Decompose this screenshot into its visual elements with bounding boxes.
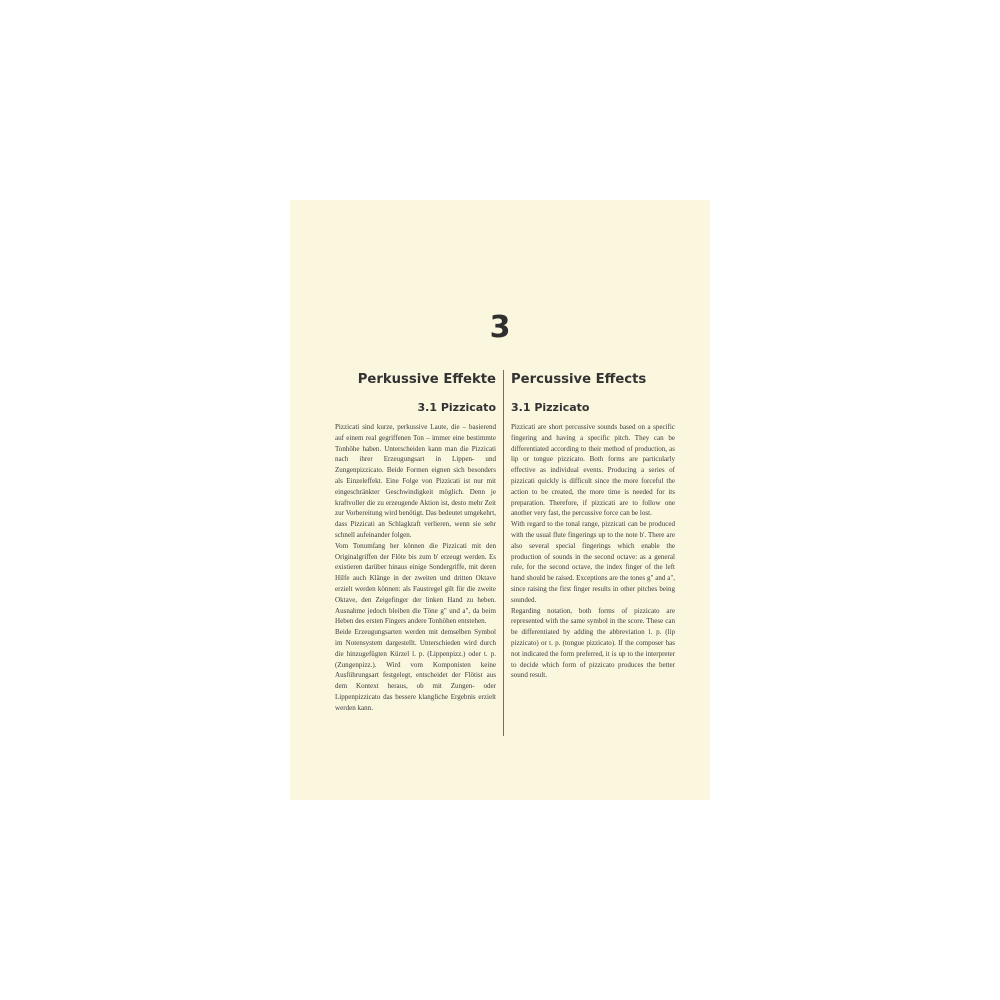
column-divider [503,370,504,736]
chapter-number: 3 [489,310,511,345]
english-paragraph: With regard to the tonal range, pizzicati can be produced with the usual flute fingerings up to the note b'. There are also several special fingerings which enable the production of sounds in the second octave: as a general rule, for the second octave, the index finger of the left hand should be raised. Exceptions are the tones g" and a", since raising the first finger results in other pitches being sounded. [511,520,675,604]
english-paragraph: Pizzicati are short percussive sounds based on a specific fingering and having a specific pitch. They can be differentiated according to their method of production, as lip or tongue pizzicato. Both forms are particularly effective as individual events. Producing a series of pizzicati quickly is difficult since the more forceful the action to be created, the more time is needed for its preparation. Therefore, if pizzicati are to follow one another very fast, the percussive force can be lost. [511,423,675,518]
german-paragraph: Beide Erzeugungsarten werden mit demselben Symbol im Notensystem dargestellt. Unterschieden wird durch die hinzugefügten Kürzel l. p. (Lippenpizz.) oder t. p. (Zungenpizz.). Wird vom Komponisten keine Ausführungsart festgelegt, entscheidet der Flötist aus dem Kontext heraus, ob mit Zungen- oder Lippenpizzicato das bessere klangliche Ergebnis erzielt werden kann. [335,628,496,712]
german-paragraph: Pizzicati sind kurze, perkussive Laute, die – basierend auf einem real gegriffenen Ton – immer eine bestimmte Tonhöhe haben. Unterscheiden kann man die Pizzicati nach ihrer Erzeugungsart in Lippen- und Zungenpizzicato. Beide Formen eignen sich besonders als Einzeleffekt. Eine Folge von Pizzicati ist nur mit eingeschränkter Geschwindigkeit möglich. Denn je kraftvoller die zu erzeugende Aktion ist, desto mehr Zeit zur Vorbereitung wird benötigt. Das bedeutet umgekehrt, dass Pizzicati an Schlagkraft verlieren, wenn sie sehr schnell aufeinander folgen. [335,423,496,539]
english-heading: Percussive Effects [511,372,647,387]
english-body [511,422,675,681]
english-subheading: 3.1 Pizzicato [511,401,590,414]
english-paragraph: Regarding notation, both forms of pizzicato are represented with the same symbol in the score. These can be differentiated by adding the abbreviation l. p. (lip pizzicato) or t. p. (tongue pizzicato). If the composer has not indicated the form preferred, it is up to the interpreter to decide which form of pizzicato produces the better sound result. [511,606,675,680]
german-subheading: 3.1 Pizzicato [417,401,496,414]
german-column [335,371,496,714]
german-paragraph: Vom Tonumfang her können die Pizzicati mit den Originalgriffen der Flöte bis zum b' erzeugt werden. Es existieren darüber hinaus einige Sondergriffe, mit deren Hilfe auch Klänge in der zweiten und dritten Oktave erzielt werden können: als Faustregel gilt für die zweite Oktave, den Zeigefinger der linken Hand zu heben. Ausnahme jedoch bleiben die Töne g" und a", da beim Heben des ersten Fingers andere Tonhöhen entstehen. [335,541,496,626]
book-page [290,200,710,800]
english-column [511,371,675,681]
german-body [335,422,496,714]
german-heading: Perkussive Effekte [357,372,496,387]
